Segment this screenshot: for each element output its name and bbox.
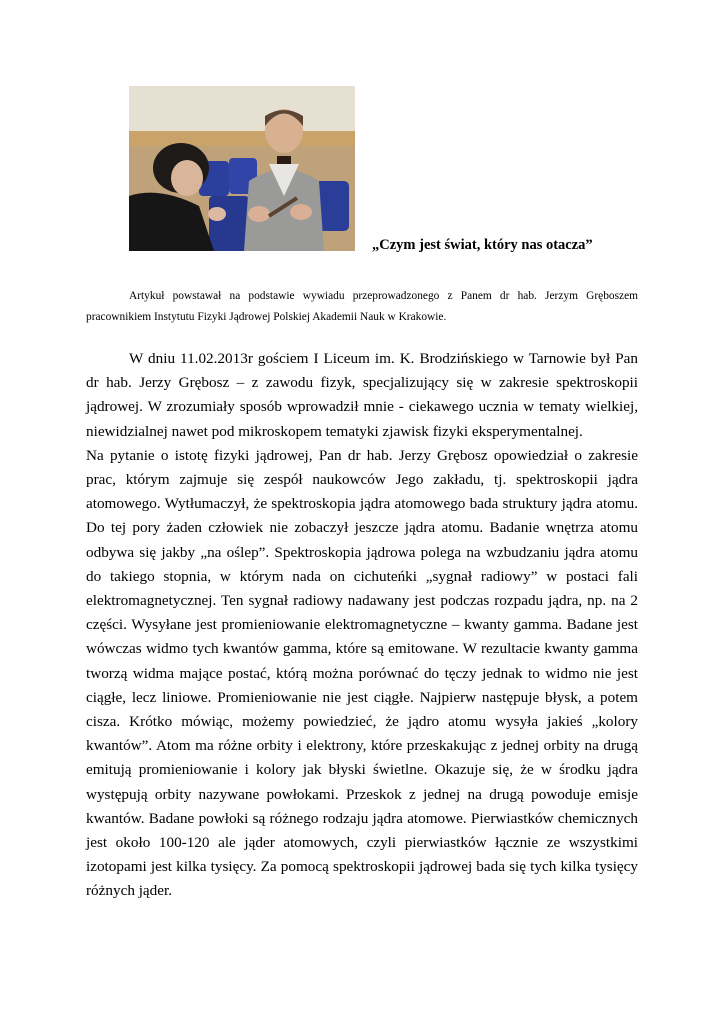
interview-photo-illustration <box>129 86 355 251</box>
article-paragraph: W dniu 11.02.2013r gościem I Liceum im. K. Brodzińskiego w Tarnowie był Pan dr hab. Jerzy Grębosz – z zawodu fizyk, specjalizujący się w zakresie spektroskopii jądrowej. W zrozumiały sposób wprowadził mnie - ciekawego ucznia w tematy wielkiej, niewidzialnej nawet pod mikroskopem tematyki zjawisk fizyki eksperymentalnej. <box>86 350 638 440</box>
article-title: „Czym jest świat, który nas otacza” <box>372 237 593 253</box>
article-body <box>86 347 638 904</box>
article-intro: Artykuł powstawał na podstawie wywiadu przeprowadzonego z Panem dr hab. Jerzym Gręboszem pracownikiem Instytutu Fizyki Jądrowej Polskiej Akademii Nauk w Krakowie. <box>86 290 638 323</box>
interview-photo <box>129 86 355 251</box>
article-paragraph: Na pytanie o istotę fizyki jądrowej, Pan dr hab. Jerzy Grębosz opowiedział o zakresie prac, którym zajmuje się zespół naukowców Jego zakładu, tj. spektroskopii jądra atomowego. Wytłumaczył, że spektroskopia jądra atomowego bada struktury jądra atomu. Do tej pory żaden człowiek nie zobaczył jeszcze jądra atomu. Badanie wnętrza atomu odbywa się jakby „na oślep”. Spektroskopia jądrowa polega na wzbudzaniu jądra atomu do takiego stopnia, w którym nada on cichuteńki „sygnał radiowy” w postaci fali elektromagnetycznej. Ten sygnał radiowy nadawany jest podczas rozpadu jądra, np. na 2 części. Wysyłane jest promieniowanie elektromagnetyczne – kwanty gamma. Badane jest wówczas widmo tych kwantów gamma, które są emitowane. W rezultacie kwanty gamma tworzą widma mające postać, którą można porównać do tęczy jednak to widmo nie jest ciągłe, lecz liniowe. Promieniowanie nie jest ciągłe. Najpierw następuje błysk, a potem cisza. Krótko mówiąc, możemy powiedzieć, że jądro atomu wysyła jakieś „kolory kwantów”. Atom ma różne orbity i elektrony, które przeskakując z jednej orbity na drugą emitują promieniowanie i kolory jak błyski świetlne. Okazuje się, że w środku jądra występują orbity nazywane powłokami. Przeskok z jednej na drugą powoduje emisje kwantów. Badane powłoki są różnego rodzaju jądra atomowe. Pierwiastków chemicznych jest około 100-120 ale jąder atomowych, czyli pierwiastków łącznie ze wszystkimi izotopami jest kilka tysięcy. Za pomocą spektroskopii jądrowej bada się tych kilka tysięcy różnych jąder. <box>86 446 638 900</box>
